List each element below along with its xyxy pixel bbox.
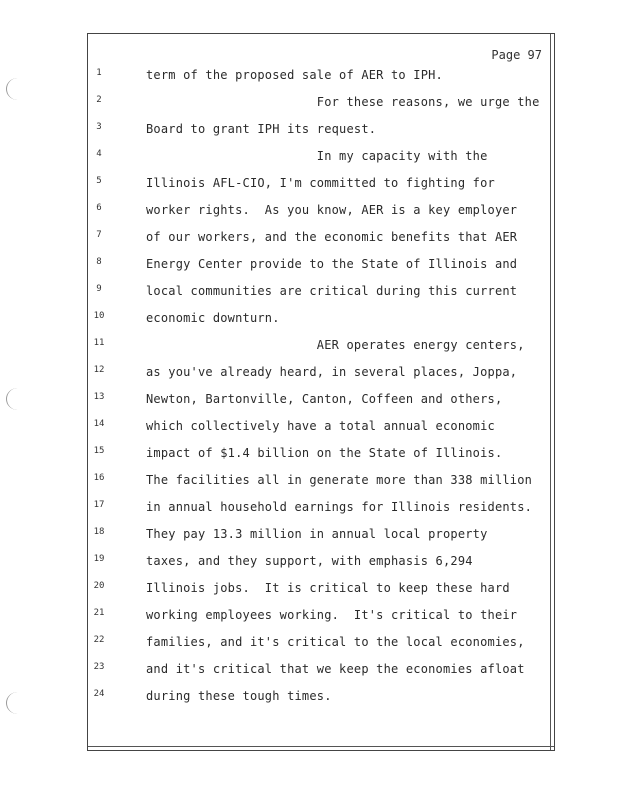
transcript-line <box>88 95 554 122</box>
line-number: 4 <box>96 149 102 159</box>
line-text: AER operates energy centers, <box>146 338 525 352</box>
line-text: as you've already heard, in several places, Joppa, <box>146 365 518 379</box>
line-text: families, and it's critical to the local economies, <box>146 635 525 649</box>
line-number: 2 <box>96 95 102 105</box>
transcript-line <box>88 230 554 257</box>
line-number: 20 <box>93 581 105 591</box>
line-number: 1 <box>96 68 102 78</box>
line-number: 14 <box>93 419 105 429</box>
line-number: 3 <box>96 122 102 132</box>
transcript-line <box>88 500 554 527</box>
line-text: economic downturn. <box>146 311 280 325</box>
transcript-line <box>88 473 554 500</box>
transcript-line <box>88 662 554 689</box>
line-number: 15 <box>93 446 105 456</box>
line-text: The facilities all in generate more than 338 million <box>146 473 533 487</box>
transcript-line <box>88 149 554 176</box>
page-border-bottom <box>88 746 554 747</box>
line-number: 21 <box>93 608 105 618</box>
line-text: Energy Center provide to the State of Illinois and <box>146 257 518 271</box>
punch-hole-bottom <box>6 692 29 714</box>
line-number: 19 <box>93 554 105 564</box>
line-text: Illinois AFL-CIO, I'm committed to fighting for <box>146 176 495 190</box>
transcript-line <box>88 122 554 149</box>
line-text: local communities are critical during this current <box>146 284 518 298</box>
line-text: Board to grant IPH its request. <box>146 122 377 136</box>
line-text: worker rights. As you know, AER is a key employer <box>146 203 518 217</box>
line-number: 10 <box>93 311 105 321</box>
line-text: impact of $1.4 billion on the State of Illinois. <box>146 446 503 460</box>
line-number: 24 <box>93 689 105 699</box>
line-text: working employees working. It's critical to their <box>146 608 518 622</box>
line-text: Illinois jobs. It is critical to keep these hard <box>146 581 510 595</box>
line-number: 8 <box>96 257 102 267</box>
line-number: 18 <box>93 527 105 537</box>
transcript-line <box>88 311 554 338</box>
transcript-line <box>88 689 554 716</box>
punch-hole-top <box>6 78 29 100</box>
line-text: Newton, Bartonville, Canton, Coffeen and others, <box>146 392 503 406</box>
line-number: 13 <box>93 392 105 402</box>
line-text: term of the proposed sale of AER to IPH. <box>146 68 443 82</box>
line-text: and it's critical that we keep the economies afloat <box>146 662 525 676</box>
transcript-line <box>88 608 554 635</box>
line-text: during these tough times. <box>146 689 332 703</box>
line-text: which collectively have a total annual economic <box>146 419 495 433</box>
line-text: For these reasons, we urge the <box>146 95 540 109</box>
page-number: Page 97 <box>491 48 542 62</box>
transcript-line <box>88 365 554 392</box>
transcript-line <box>88 203 554 230</box>
line-number: 16 <box>93 473 105 483</box>
line-text: in annual household earnings for Illinois residents. <box>146 500 533 514</box>
transcript-line <box>88 581 554 608</box>
line-number: 5 <box>96 176 102 186</box>
transcript-line <box>88 635 554 662</box>
transcript-line <box>88 554 554 581</box>
transcript-line <box>88 284 554 311</box>
transcript-line <box>88 392 554 419</box>
line-text: They pay 13.3 million in annual local property <box>146 527 488 541</box>
line-number: 7 <box>96 230 102 240</box>
transcript-line <box>88 257 554 284</box>
line-number: 6 <box>96 203 102 213</box>
line-number: 9 <box>96 284 102 294</box>
transcript-line <box>88 176 554 203</box>
line-number: 12 <box>93 365 105 375</box>
line-text: In my capacity with the <box>146 149 488 163</box>
transcript-line <box>88 527 554 554</box>
line-number: 17 <box>93 500 105 510</box>
punch-hole-middle <box>6 388 29 410</box>
transcript-page <box>87 33 555 751</box>
transcript-line <box>88 338 554 365</box>
transcript-line <box>88 419 554 446</box>
transcript-line <box>88 68 554 95</box>
line-number: 11 <box>93 338 105 348</box>
transcript-line <box>88 446 554 473</box>
line-number: 23 <box>93 662 105 672</box>
line-text: of our workers, and the economic benefits that AER <box>146 230 518 244</box>
line-number: 22 <box>93 635 105 645</box>
line-text: taxes, and they support, with emphasis 6,294 <box>146 554 473 568</box>
